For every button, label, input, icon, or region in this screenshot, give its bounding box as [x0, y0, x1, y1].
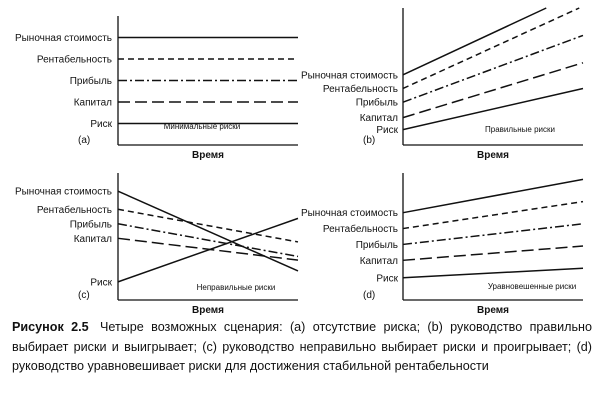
caption-text: Четыре возможных сценария: (a) отсутствие риска; (b) руководство правильно выбирает риски и выигрывает; (c) руководство неправильно выбирает риски и проигрывает; (d) руководство уравновешивает риски для достижения стабильной рентабельности: [12, 320, 592, 373]
figure-caption: [12, 318, 592, 377]
panel-label-d: (d): [363, 290, 376, 301]
series-line-c-2: [118, 209, 298, 242]
series-label-b-1: Рыночная стоимость: [300, 70, 398, 82]
panel-note-b: Правильные риски: [485, 125, 555, 134]
series-label-d-2: Рентабельность: [322, 224, 398, 236]
series-label-b-2: Рентабельность: [322, 83, 398, 95]
series-line-b-2: [403, 8, 579, 88]
series-label-c-1: Рыночная стоимость: [14, 186, 112, 198]
x-axis-title-d: Время: [477, 305, 509, 316]
series-label-c-4: Капитал: [73, 233, 112, 245]
x-axis-title-b: Время: [477, 150, 509, 161]
series-label-c-5: Риск: [90, 277, 112, 289]
panel-label-c: (c): [78, 290, 90, 301]
x-axis-title-c: Время: [192, 305, 224, 316]
series-line-d-2: [403, 202, 583, 229]
panel-note-c: Неправильные риски: [196, 283, 276, 292]
series-line-d-5: [403, 268, 583, 278]
series-line-b-1: [403, 8, 546, 75]
panel-label-a: (a): [78, 135, 91, 146]
panel-note-a: Минимальные риски: [163, 122, 241, 131]
series-line-c-1: [118, 191, 298, 271]
series-label-c-3: Прибыль: [69, 219, 112, 231]
series-label-a-2: Рентабельность: [36, 54, 112, 66]
series-line-c-3: [118, 224, 298, 257]
series-line-c-5: [118, 218, 298, 282]
panel-note-d: Уравновешенные риски: [487, 282, 577, 291]
series-label-a-3: Прибыль: [69, 76, 112, 87]
series-label-d-4: Капитал: [359, 255, 398, 267]
series-line-d-3: [403, 224, 583, 245]
series-line-c-4: [118, 238, 298, 260]
figure-label: Рисунок 2.5: [12, 320, 89, 334]
series-label-c-2: Рентабельность: [36, 204, 112, 216]
series-line-d-1: [403, 179, 583, 212]
series-label-b-4: Капитал: [359, 113, 398, 125]
panel-label-b: (b): [363, 135, 376, 146]
series-label-b-5: Риск: [376, 125, 398, 137]
series-label-d-3: Прибыль: [355, 239, 398, 251]
series-label-a-4: Капитал: [73, 97, 112, 109]
series-line-d-4: [403, 246, 583, 260]
series-label-a-1: Рыночная стоимость: [14, 33, 112, 44]
series-label-d-1: Рыночная стоимость: [300, 208, 398, 220]
x-axis-title-a: Время: [192, 150, 224, 161]
series-label-d-5: Риск: [376, 273, 398, 285]
series-label-a-5: Риск: [90, 119, 112, 130]
series-label-b-3: Прибыль: [355, 97, 398, 109]
series-line-b-3: [403, 35, 583, 102]
